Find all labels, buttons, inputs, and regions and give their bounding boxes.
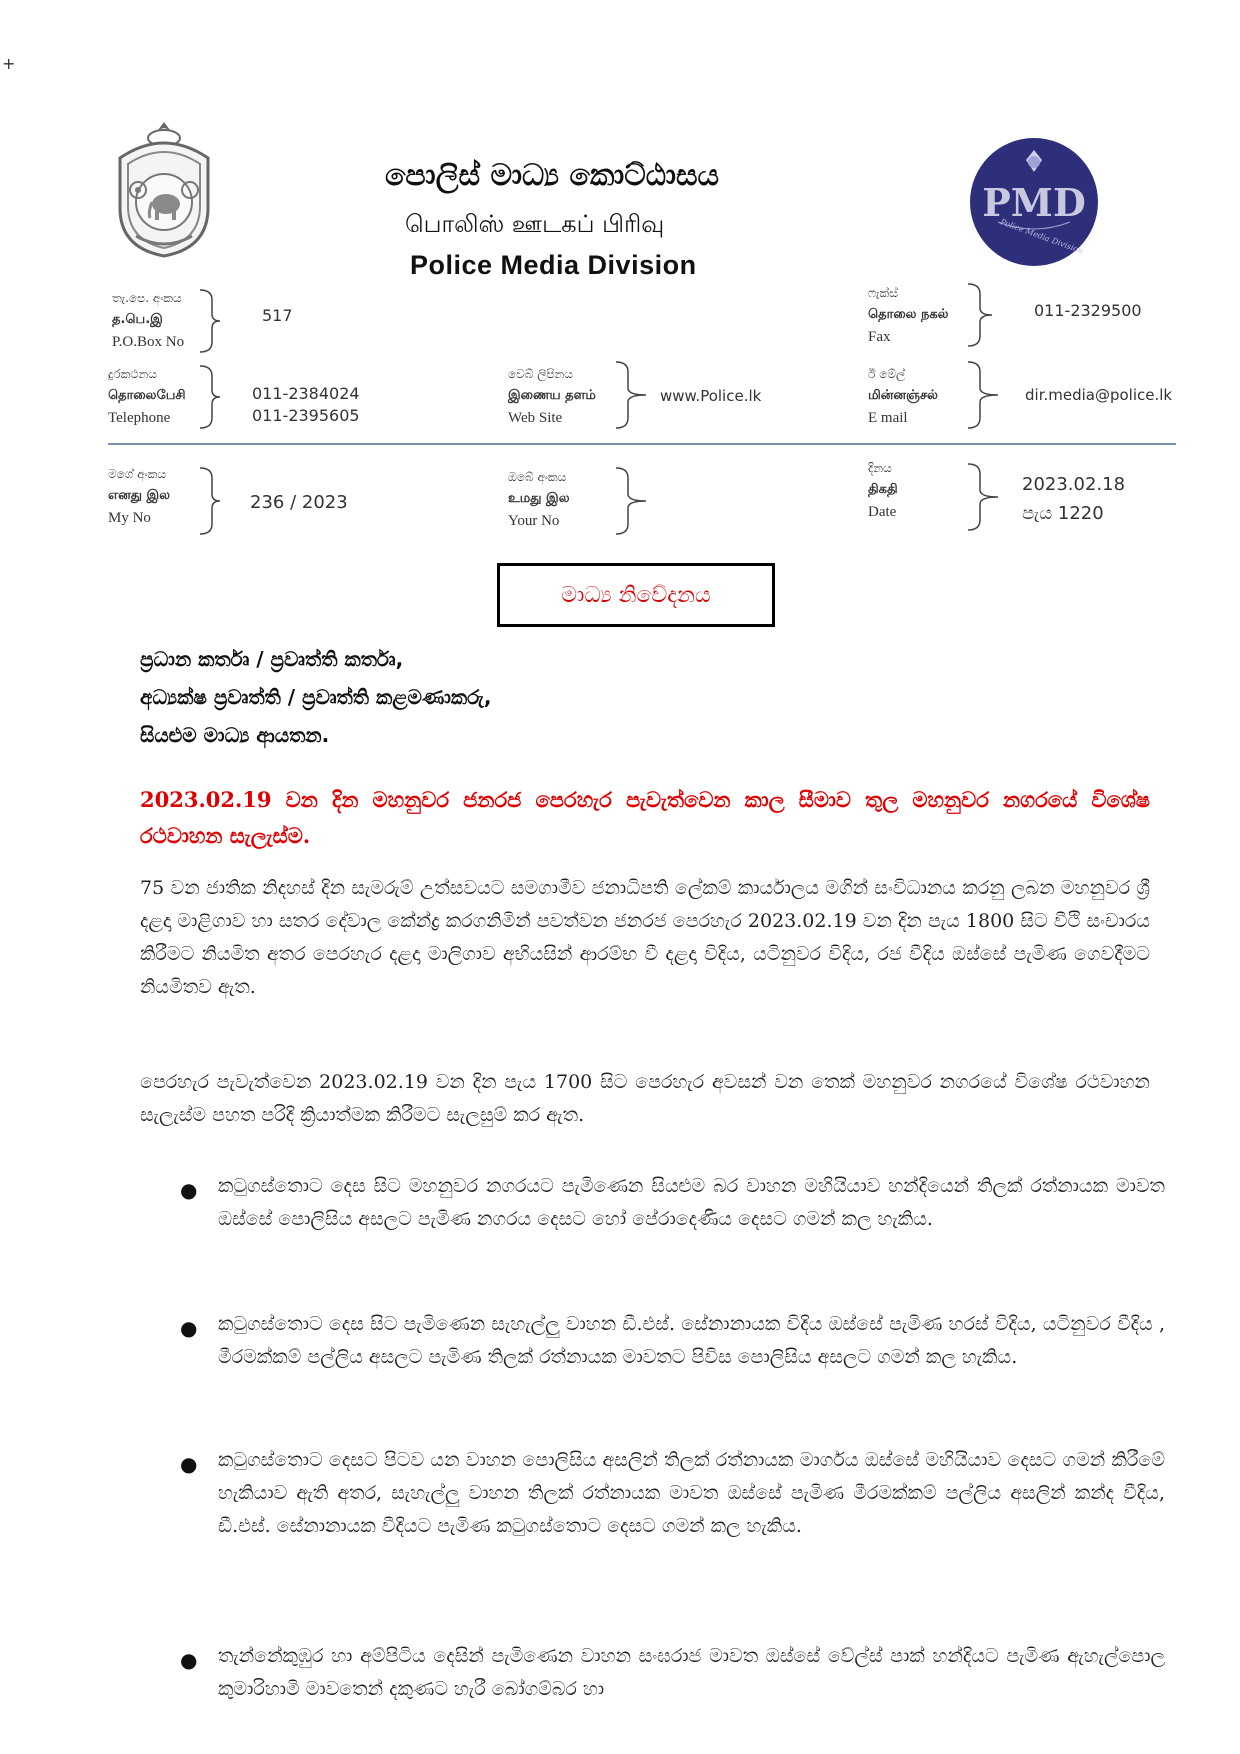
brace-fax (966, 282, 994, 348)
telephone-labels: දුරකථනය தொலைபேசி Telephone (108, 367, 186, 426)
list-item (180, 1640, 1165, 1706)
recipient-line: ප්‍රධාන කර්තෘ / ප්‍රවෘත්ති කර්තෘ, (140, 647, 404, 671)
telephone-value-1: 011-2384024 (252, 384, 360, 403)
subject-heading: 2023.02.19 වන දින මහනුවර ජනරජ පෙරහැර පැවැත්වෙන කාල සීමාව තුල මහනුවර නගරයේ විශේෂ රථවාහන සැලැස්ම. (140, 787, 1150, 848)
bullet-dot-icon: ● (180, 1316, 198, 1340)
brace-date (966, 462, 1000, 532)
recipient-line: සියළුම මාධ්‍ය ආයතන. (140, 723, 330, 747)
body-paragraph-1: 75 වන ජාතික නිදහස් දින සැමරුම් උත්සවයට සමගාමීව ජනාධිපති ලේකම් කාර්යාලය මගින් සංවිධානය කරනු ලබන මහනුවර ශ්‍රී දළදා මාළිගාව හා සතර දේවාල කේන්ද්‍ර කරගනිමින් පවත්වන ජනරජ පෙරහැර 2023.02.19 වන දින පැය 1800 සිට වීථි සංචාරය කිරීමට නියමිත අතර පෙරහැර දළදා මාලිගාව අභියසින් ආරම්භ වී දළදා විදිය, යටිනුවර විදිය, රජ වීදිය ඔස්සේ පැමිණ ගෙවදීමට නියමිතව ඇත. (140, 877, 1150, 998)
po-box-value: 517 (262, 306, 293, 325)
list-item-text: කටුගස්තොට දෙස සිට පැමිණෙන සැහැල්ලු වාහන ඩී.එස්. සේනානායක විදිය ඔස්සේ පැමිණ හරස් විදිය, යටිනුවර වීදිය , මීරමක්කම් පල්ලිය අසලට පැමිණ තිලක් රත්නායක මාවතට පිවිස පොලිසිය අසලට ගමන් කල හැකිය. (218, 1313, 1165, 1368)
fax-labels: ෆැක්ස් தொலை நகல் Fax (868, 286, 949, 345)
notice-title: මාධ්‍ය නිවේදනය (561, 582, 711, 608)
body-paragraph-2: පෙරහැර පැවැත්වෙන 2023.02.19 වන දින පැය 1700 සිට පෙරහැර අවසන් වන තෙක් මහනුවර නගරයේ විශේෂ රථවාහන සැලැස්ම පහත පරිදි ක්‍රියාත්මක කිරීමට සැලසුම් කර ඇත. (140, 1071, 1150, 1126)
list-item (180, 1308, 1165, 1374)
pmd-logo-subtext: Police Media Division (999, 217, 1085, 256)
brace-email (966, 360, 1000, 430)
bullet-dot-icon: ● (180, 1648, 198, 1672)
my-no-labels: මගේ අංකය எனது இல My No (108, 467, 170, 526)
your-no-labels: ඔබේ අංකය உமது இல Your No (508, 470, 570, 529)
telephone-value-2: 011-2395605 (252, 406, 360, 425)
my-no-value: 236 / 2023 (250, 492, 348, 513)
corner-mark: + (2, 54, 16, 73)
title-tamil: பொலிஸ் ஊடகப் பிரிவு (405, 210, 665, 238)
po-box-labels: තැ.පෙ. අංකය த.பெ.இ P.O.Box No (112, 291, 185, 350)
header-divider (108, 443, 1176, 445)
police-crest-logo (108, 118, 220, 260)
brace-your-no (614, 466, 648, 536)
brace-po-box (198, 288, 222, 354)
brace-my-no (198, 466, 222, 536)
list-item (180, 1444, 1165, 1543)
website-value: www.Police.lk (660, 387, 762, 405)
title-english: Police Media Division (410, 250, 697, 280)
list-item-text: තැන්නේකුඹුර හා අම්පිටිය දෙසින් පැමිණෙන වාහන සංඝරාජ මාවත ඔස්සේ වේල්ස් පාක් හන්දියට පැමිණ ඇහැල්පොල කුමාරිහාමි මාවතෙන් දකුණට හැරී බෝගම්බර හා (218, 1645, 1165, 1700)
email-value: dir.media@police.lk (1025, 386, 1173, 404)
fax-value: 011-2329500 (1034, 301, 1142, 320)
title-sinhala: පොලිස් මාධ්‍ය කොට්ඨාසය (385, 158, 720, 193)
recipients-block (140, 640, 491, 754)
brace-telephone (198, 364, 222, 430)
date-time-value: පැය 1220 (1022, 503, 1104, 524)
notice-title-box (497, 563, 775, 627)
website-labels: වෙබ් ලිපිනය இணைய தளம் Web Site (508, 367, 596, 426)
pmd-logo (968, 136, 1100, 268)
list-item (180, 1170, 1165, 1236)
date-labels: දිනය திகதி Date (868, 461, 898, 520)
email-labels: ඊ මේල් மின்னஞ்சல் E mail (868, 367, 938, 426)
date-value: 2023.02.18 (1022, 474, 1126, 495)
list-item-text: කටුගස්තොට දෙසට පිටව යන වාහන පොලිසිය අසලින් තිලක් රත්නායක මාර්ගය ඔස්සේ මහියියාව දෙසට ගමන් කිරීමේ හැකියාව ඇති අතර, සැහැල්ලු වාහන තිලක් රත්නායක මාවත ඔස්සේ පැමිණ මීරමක්කම් පල්ලිය අසලින් කන්ද වීදිය, ඩී.එස්. සේනානායක වීදියට පැමිණ කටුගස්තොට දෙසට ගමන් කල හැකිය. (218, 1449, 1165, 1537)
bullet-dot-icon: ● (180, 1452, 198, 1476)
bullet-dot-icon: ● (180, 1178, 198, 1202)
list-item-text: කටුගස්තොට දෙස සිට මහනුවර නගරයට පැමිණෙන සියළුම බර වාහන මහියියාව හන්දියෙන් තිලක් රත්නායක මාවත ඔස්සේ පොලිසිය අසලට පැමිණ නගරය දෙසට හෝ පේරාදෙණිය දෙසට ගමන් කල හැකිය. (218, 1175, 1165, 1230)
pmd-logo-text: PMD (982, 180, 1086, 225)
brace-website (614, 360, 648, 430)
recipient-line: අධ්‍යක්ෂ ප්‍රවෘත්ති / ප්‍රවෘත්ති කළමණාකරු, (140, 685, 492, 709)
